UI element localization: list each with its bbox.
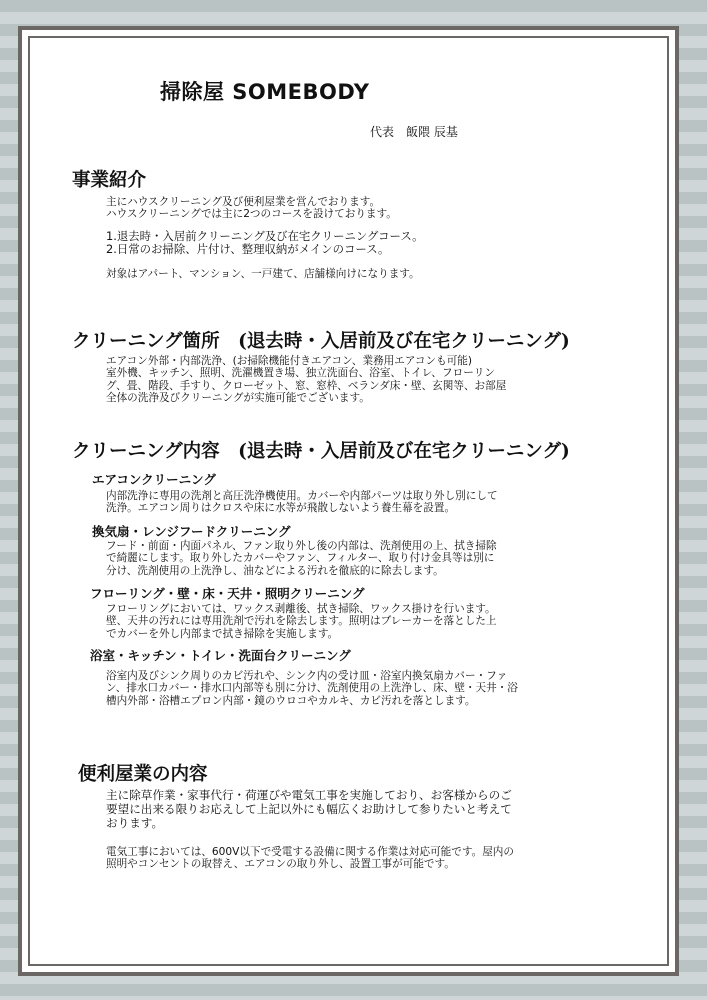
section-body-bathroom [106, 670, 518, 707]
text-line: 主にハウスクリーニング及び便利屋業を営んでおります。 [106, 196, 381, 208]
section-title-flooring: フローリング・壁・床・天井・照明クリーニング [90, 586, 365, 601]
list-item: 2.日常のお掃除、片付け、整理収納がメインのコース。 [106, 242, 390, 256]
course-list [106, 230, 424, 256]
places-paragraph [106, 355, 506, 405]
text-line: 浴室内及びシンク周りのカビ汚れや、シンク内の受け皿・浴室内換気扇カバー・ファ [106, 670, 508, 682]
section-body-flooring [106, 603, 496, 640]
intro-heading: 事業紹介 [72, 170, 147, 191]
document-sheet [28, 36, 669, 966]
intro-target: 対象はアパート、マンション、一戸建て、店舗様向けになります。 [106, 268, 420, 280]
handyman-heading: 便利屋業の内容 [78, 764, 208, 785]
text-line: 主に除草作業・家事代行・荷運びや電気工事を実施しており、お客様からのご [106, 788, 512, 802]
section-body-rangehood [106, 540, 497, 577]
places-heading: クリーニング箇所 (退去時・入居前及び在宅クリーニング) [72, 331, 570, 352]
section-title-bathroom: 浴室・キッチン・トイレ・洗面台クリーニング [90, 648, 351, 663]
section-title-aircon: エアコンクリーニング [92, 472, 216, 487]
text-line: グ、畳、階段、手すり、クローゼット、窓、窓枠、ベランダ床・壁、玄関等、お部屋 [106, 379, 507, 392]
text-line: 洗浄。エアコン周りはクロスや床に水等が飛散しないよう養生幕を設置。 [106, 502, 456, 515]
text-line: 内部洗浄に専用の洗剤と高圧洗浄機使用。カバーや内部パーツは取り外し別にして [106, 490, 498, 502]
company-title: 掃除屋 SOMEBODY [160, 80, 370, 104]
text-line: ン、排水口カバー・排水口内部等も別に分け、洗剤使用の上洗浄し、床、壁・天井・浴 [106, 682, 518, 695]
electrical-paragraph [106, 846, 514, 871]
text-line: おります。 [106, 816, 164, 830]
handyman-paragraph [106, 788, 512, 830]
intro-paragraph [106, 196, 397, 221]
text-line: 照明やコンセントの取替え、エアコンの取り外し、設置工事が可能です。 [106, 858, 455, 871]
page-frame-inner [22, 30, 675, 972]
text-line: フード・前面・内面パネル、ファン取り外し後の内部は、洗剤使用の上、拭き掃除 [106, 540, 497, 552]
contents-heading: クリーニング内容 (退去時・入居前及び在宅クリーニング) [72, 441, 570, 462]
text-line: 要望に出来る限りお応えして上記以外にも幅広くお助けして参りたいと考えて [106, 802, 512, 816]
text-line: 室外機、キッチン、照明、洗濯機置き場、独立洗面台、浴室、トイレ、フローリン [106, 367, 495, 380]
text-line: 分け、洗剤使用の上洗浄し、油などによる汚れを徹底的に除去します。 [106, 564, 444, 577]
text-line: フローリングにおいては、ワックス剥離後、拭き掃除、ワックス掛けを行います。 [106, 603, 496, 615]
page-frame [18, 26, 679, 976]
text-line: 全体の洗浄及びクリーニングが实施可能でございます。 [106, 392, 370, 405]
text-line: 電気工事においては、600V以下で受電する設備に関する作業は対応可能です。屋内の [106, 846, 514, 858]
text-line: ハウスクリーニングでは主に2つのコースを設けております。 [106, 208, 397, 221]
text-line: 槽内外部・浴槽エプロン内部・鏡のウロコやカルキ、カビ汚れを落とします。 [106, 694, 476, 707]
text-line: で綺麗にします。取り外したカバーやファン、フィルター、取り付け金具等は別に [106, 552, 495, 565]
section-title-rangehood: 換気扇・レンジフードクリーニング [92, 524, 291, 539]
list-item: 1.退去時・入居前クリーニング及び在宅クリーニングコース。 [106, 229, 424, 243]
section-body-aircon [106, 490, 498, 515]
text-line: でカバーを外し内部まで拭き掃除を実施します。 [106, 627, 339, 640]
text-line: 壁、天井の汚れには専用洗剤で汚れを除去します。照明はブレーカーを落とした上 [106, 615, 497, 628]
representative-name: 代表 飯隈 辰基 [370, 125, 458, 139]
text-line: エアコン外部・内部洗浄、(お掃除機能付きエアコン、業務用エアコンも可能) [106, 355, 473, 367]
